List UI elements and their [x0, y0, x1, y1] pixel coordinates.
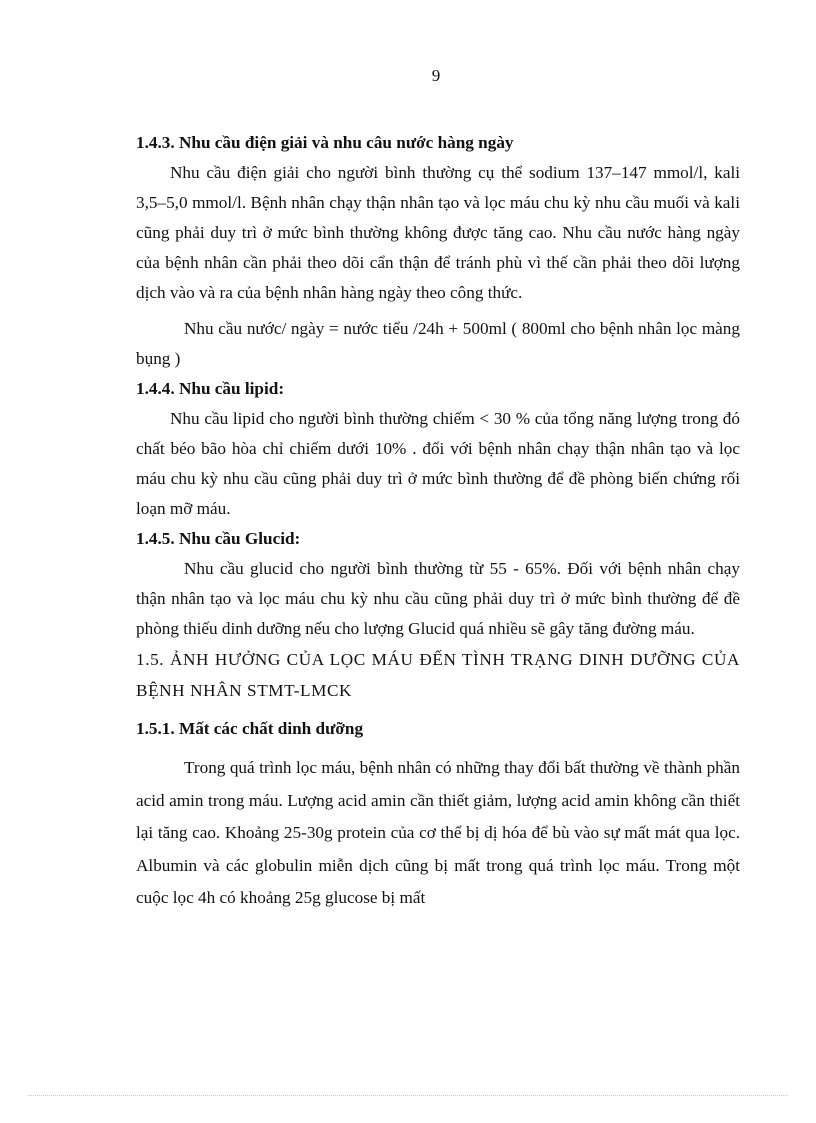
paragraph-glucid-needs: Nhu cầu glucid cho người bình thường từ 55 - 65%. Đối với bệnh nhân chạy thận nhân tạo và lọc máu chu kỳ nhu cầu cũng phải duy trì ở mức bình thường để đề phòng thiếu dinh dưỡng nếu cho lượng Glucid quá nhiều sẽ gây tăng đường máu.	[136, 559, 740, 638]
spacer	[136, 706, 740, 714]
footer-dotted-rule	[28, 1095, 788, 1096]
paragraph-nutrient-loss: Trong quá trình lọc máu, bệnh nhân có những thay đổi bất thường về thành phần acid amin trong máu. Lượng acid amin cần thiết giảm, lượng acid amin không cần thiết lại tăng cao. Khoảng 25-30g protein của cơ thể bị dị hóa để bù vào sự mất mát qua lọc. Albumin và các globulin miễn dịch cũng bị mất trong quá trình lọc máu. Trong một cuộc lọc 4h có khoảng 25g glucose bị mất	[136, 758, 740, 907]
paragraph-lipid-needs: Nhu cầu lipid cho người bình thường chiếm < 30 % của tổng năng lượng trong đó chất béo bão hòa chỉ chiếm dưới 10% . đối với bệnh nhân chạy thận nhân tạo và lọc máu chu kỳ nhu cầu cũng phải duy trì ở mức bình thường để đề phòng biến chứng rối loạn mỡ máu.	[136, 409, 740, 518]
paragraph-water-formula: Nhu cầu nước/ ngày = nước tiểu /24h + 500ml ( 800ml cho bệnh nhân lọc màng bụng )	[136, 319, 740, 368]
section-heading-1-5: 1.5. ẢNH HƯỞNG CỦA LỌC MÁU ĐẾN TÌNH TRẠNG DINH DƯỠNG CỦA BỆNH NHÂN STMT-LMCK	[136, 650, 740, 700]
section-heading-1-5-1: 1.5.1. Mất các chất dinh dưỡng	[136, 719, 364, 738]
paragraph-electrolyte-needs: Nhu cầu điện giải cho người bình thường cụ thể sodium 137–147 mmol/l, kali 3,5–5,0 mmol/l. Bệnh nhân chạy thận nhân tạo và lọc máu chu kỳ nhu cầu muối và kali cũng phải duy trì ở mức bình thường không được tăng cao. Nhu cầu nước hàng ngày của bệnh nhân cần phải theo dõi cẩn thận để tránh phù vì thế cần phải theo dõi lượng dịch vào và ra của bệnh nhân hàng ngày theo công thức.	[136, 163, 740, 302]
section-heading-1-4-4: 1.4.4. Nhu cầu lipid:	[136, 379, 285, 398]
spacer	[136, 744, 740, 752]
page-number: 9	[431, 66, 441, 85]
section-heading-1-4-5: 1.4.5. Nhu cầu Glucid:	[136, 529, 301, 548]
section-heading-1-4-3: 1.4.3. Nhu cầu điện giải và nhu câu nước hàng ngày	[136, 133, 514, 152]
document-body	[136, 128, 740, 915]
